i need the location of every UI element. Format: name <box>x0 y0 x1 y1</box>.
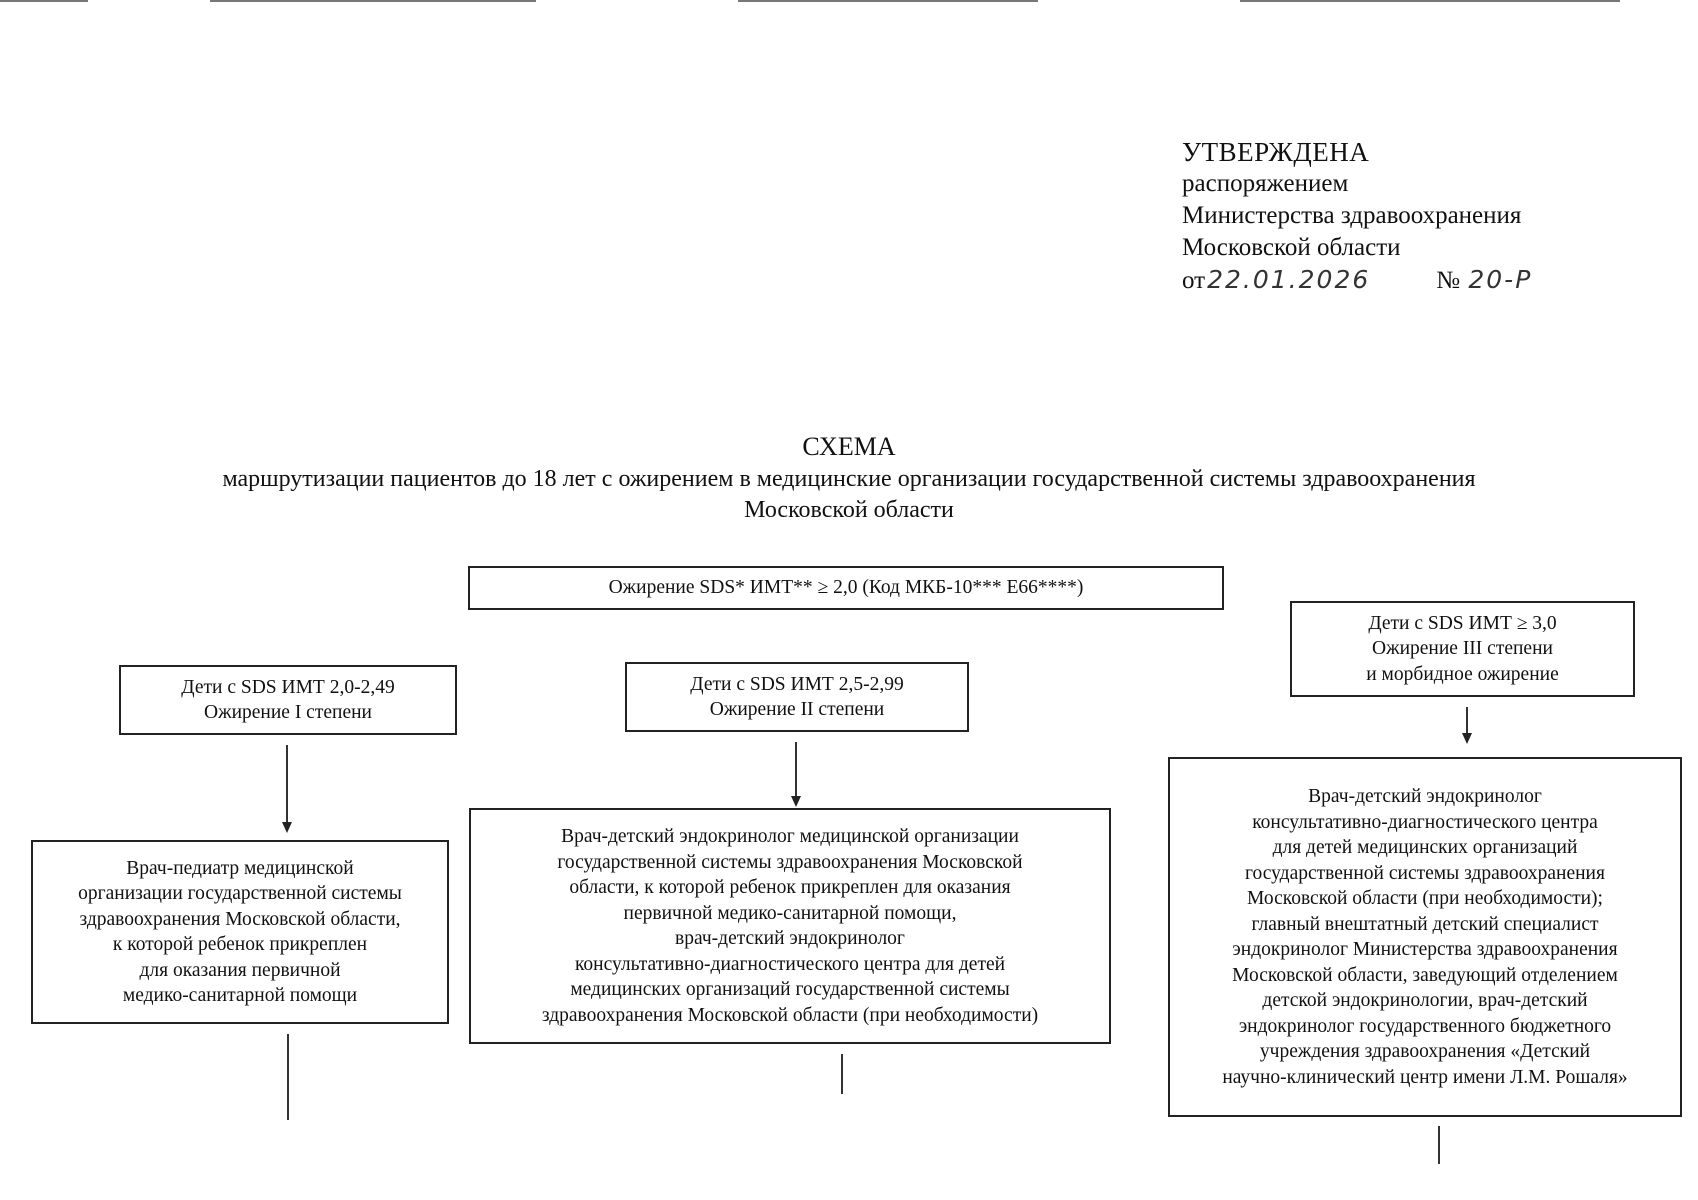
branch-1-criteria-box <box>119 665 457 735</box>
branch-1-continuation-line <box>287 1034 289 1120</box>
branch-3-criteria-box <box>1290 601 1635 697</box>
branch-3-connector <box>1466 707 1468 735</box>
handwritten-date: 22.01.2026 <box>1207 265 1371 294</box>
approval-line: распоряжением <box>1182 170 1349 197</box>
branch-1-criteria-text: Дети с SDS ИМТ 2,0-2,49 Ожирение I степени <box>181 676 395 723</box>
branch-3-arrow-icon <box>1462 733 1472 744</box>
branch-1-connector <box>286 745 288 823</box>
scan-artifact <box>0 0 88 2</box>
branch-1-specialist-box <box>31 840 449 1024</box>
branch-2-criteria-text: Дети с SDS ИМТ 2,5-2,99 Ожирение II степени <box>690 673 904 720</box>
root-box <box>468 566 1224 610</box>
number-prefix: № <box>1436 267 1461 294</box>
document-title <box>0 432 1698 526</box>
branch-2-specialist-text: Врач-детский эндокринолог медицинской организации государственной системы здравоохранения Московской области, к которой ребенок прикреплен для оказания первичной медико-санитарной помощи, врач-детский эндокринолог консультативно-диагностического центра для детей медицинских организаций государственной системы здравоохранения Московской области (при необходимости) <box>541 826 1039 1026</box>
branch-3-specialist-box <box>1168 757 1682 1117</box>
title-subtitle: маршрутизации пациентов до 18 лет с ожирением в медицинские организации государственной системы здравоохранения Московской области <box>222 466 1476 523</box>
branch-2-arrow-icon <box>791 796 801 807</box>
branch-1-arrow-icon <box>282 822 292 833</box>
approval-line: Министерства здравоохранения <box>1182 202 1522 229</box>
approval-line: Московской области <box>1182 234 1401 261</box>
title-main: СХЕМА <box>802 432 896 461</box>
scan-artifact <box>738 0 1038 2</box>
branch-2-connector <box>795 742 797 797</box>
branch-1-specialist-text: Врач-педиатр медицинской организации государственной системы здравоохранения Московской области, к которой ребенок прикреплен для оказания первичной медико-санитарной помощи <box>78 857 402 1006</box>
branch-2-specialist-box <box>469 808 1111 1044</box>
branch-3-continuation-line <box>1438 1126 1440 1164</box>
scan-artifact <box>210 0 536 2</box>
date-prefix: от <box>1182 267 1206 294</box>
scan-artifact <box>1240 0 1620 2</box>
approval-heading: УТВЕРЖДЕНА <box>1182 137 1370 167</box>
branch-2-criteria-box <box>625 662 969 732</box>
branch-3-criteria-text: Дети с SDS ИМТ ≥ 3,0 Ожирение III степени и морбидное ожирение <box>1366 612 1559 685</box>
approval-date-line <box>1182 264 1532 297</box>
branch-2-continuation-line <box>841 1054 843 1094</box>
handwritten-number: 20-Р <box>1468 265 1533 294</box>
approval-block <box>1182 136 1532 297</box>
branch-3-specialist-text: Врач-детский эндокринолог консультативно-диагностического центра для детей медицинских организаций государственной системы здравоохранения Московской области (при необходимости); главный внештатный детский специалист эндокринолог Министерства здравоохранения Московской области, заведующий отделением детской эндокринологии, врач-детский эндокринолог государственного бюджетного учреждения здравоохранения «Детский научно-клинический центр имени Л.М. Рошаля» <box>1222 786 1628 1088</box>
root-box-text: Ожирение SDS* ИМТ** ≥ 2,0 (Код МКБ-10*** Е66****) <box>608 577 1084 599</box>
